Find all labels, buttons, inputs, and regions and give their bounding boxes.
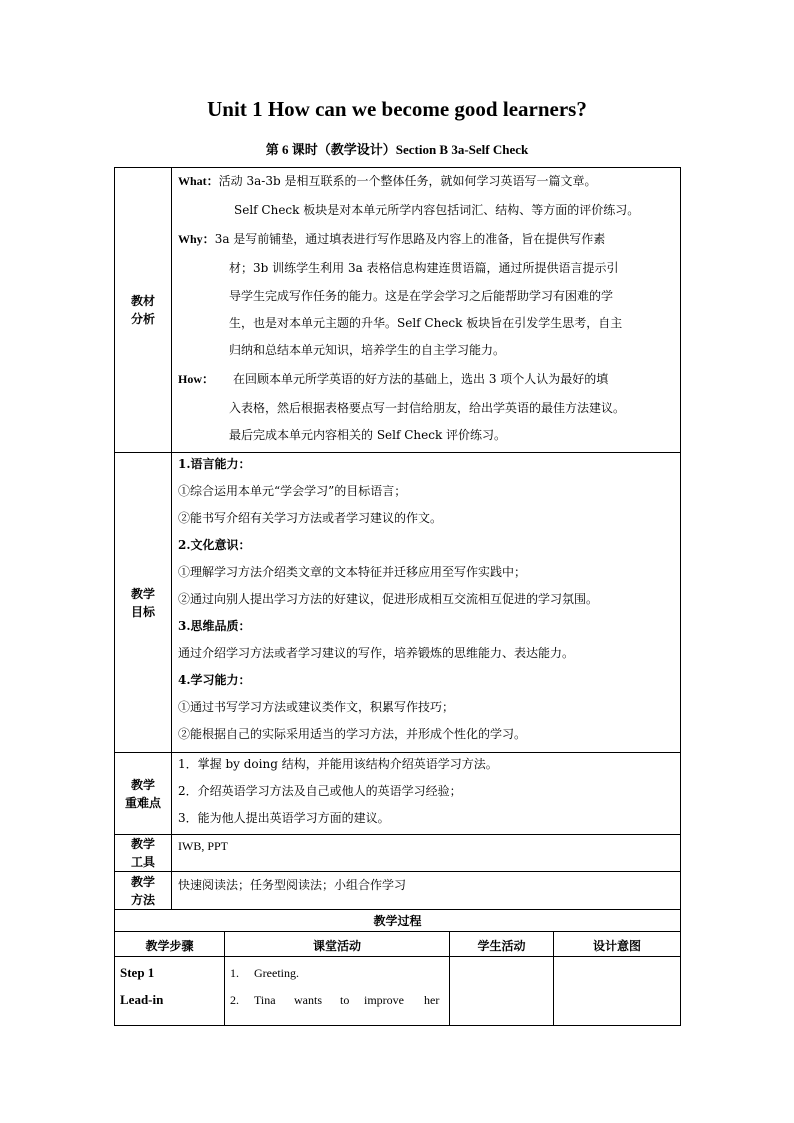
how-line-2: 入表格，然后根据表格要点写一封信给朋友，给出学英语的最佳方法建议。 [229, 401, 626, 415]
column-header-purpose: 设计意图 [592, 939, 641, 953]
activity-number-1: 1. [230, 966, 239, 980]
why-line-4: 生，也是对本单元主题的升华。Self Check 板块旨在引发学生思考，自主 [229, 316, 623, 330]
step-title: Step 1 [120, 965, 155, 980]
objective-heading-1: 1.语言能力： [178, 457, 251, 471]
why-line [178, 231, 605, 247]
keypoints-label-line2: 重难点 [124, 795, 161, 810]
activity-word: Tina [254, 993, 276, 1007]
tools-label-line1: 教学 [130, 837, 155, 851]
tools-text: IWB, PPT [178, 839, 229, 853]
methods-label [115, 872, 171, 909]
column-header-activities: 课堂活动 [312, 939, 361, 953]
why-label: Why： [178, 232, 215, 246]
why-text: 3a 是写前铺垫，通过填表进行写作思路及内容上的准备，旨在提供写作素 [214, 232, 606, 246]
objectives-label-line1: 教学 [130, 586, 155, 601]
analysis-label [115, 168, 171, 452]
objective-item: ①通过书写学习方法或建议类作文，积累写作技巧； [178, 700, 455, 714]
objective-heading-3: 3.思维品质： [178, 619, 251, 633]
methods-label-line2: 方法 [130, 892, 155, 907]
keypoints-label-line1: 教学 [130, 777, 155, 792]
activity-word: wants [294, 993, 322, 1007]
how-line-3: 最后完成本单元内容相关的 Self Check 评价练习。 [229, 428, 507, 442]
objective-item: 通过介绍学习方法或者学习建议的写作，培养锻炼的思维能力、表达能力。 [178, 646, 575, 660]
column-header-steps: 教学步骤 [145, 939, 194, 953]
objective-item: ②能根据自己的实际采用适当的学习方法，并形成个性化的学习。 [178, 727, 527, 741]
analysis-label-line2: 分析 [130, 312, 155, 326]
activity-word: improve [364, 993, 404, 1007]
step-name: Lead-in [120, 992, 164, 1007]
how-text: 在回顾本单元所学英语的好方法的基础上，选出 3 项个人认为最好的填 [233, 372, 609, 386]
why-line-3: 导学生完成写作任务的能力。这是在学会学习之后能帮助学习有困难的学 [229, 289, 614, 303]
document-title: Unit 1 How can we become good learners? [207, 97, 587, 121]
objective-item: ①理解学习方法介绍类文章的文本特征并迁移应用至写作实践中； [178, 565, 527, 579]
document-subtitle: 第 6 课时（教学设计）Section B 3a-Self Check [265, 142, 529, 157]
what-label: What： [178, 174, 219, 188]
keypoint-item: 3．能为他人提出英语学习方面的建议。 [178, 811, 390, 825]
process-header: 教学过程 [373, 914, 422, 928]
keypoints-label [115, 753, 171, 834]
tools-label-line2: 工具 [130, 855, 155, 869]
what-line-2: Self Check 板块是对本单元所学内容包括词汇、结构、等方面的评价练习。 [234, 203, 640, 217]
objectives-label [115, 453, 171, 752]
keypoint-item: 1．掌握 by doing 结构，并能用该结构介绍英语学习方法。 [178, 757, 498, 771]
activity-number-2: 2. [230, 993, 239, 1007]
objective-item: ①综合运用本单元“学会学习”的目标语言； [178, 484, 407, 498]
what-text: 活动 3a-3b 是相互联系的一个整体任务，就如何学习英语写一篇文章。 [218, 174, 597, 188]
objective-item: ②能书写介绍有关学习方法或者学习建议的作文。 [178, 511, 443, 525]
activity-text-1: Greeting. [254, 966, 299, 980]
how-line [178, 371, 214, 387]
what-line [178, 173, 596, 189]
objectives-label-line2: 目标 [130, 604, 155, 619]
analysis-label-line1: 教材 [130, 294, 155, 308]
why-line-5: 归纳和总结本单元知识，培养学生的自主学习能力。 [229, 343, 506, 357]
methods-text: 快速阅读法；任务型阅读法；小组合作学习 [178, 878, 407, 892]
objective-heading-4: 4.学习能力： [178, 673, 251, 687]
column-header-student: 学生活动 [477, 939, 526, 953]
methods-label-line1: 教学 [130, 874, 155, 889]
how-label: How： [178, 372, 215, 386]
objective-heading-2: 2.文化意识： [178, 538, 251, 552]
tools-label [115, 835, 171, 871]
why-line-2: 材；3b 训练学生利用 3a 表格信息构建连贯语篇，通过所提供语言提示引 [229, 261, 619, 275]
activity-word: to [340, 993, 350, 1007]
activity-word: her [424, 993, 440, 1007]
objective-item: ②通过向别人提出学习方法的好建议，促进形成相互交流相互促进的学习氛围。 [178, 592, 599, 606]
keypoint-item: 2．介绍英语学习方法及自己或他人的英语学习经验； [178, 784, 462, 798]
